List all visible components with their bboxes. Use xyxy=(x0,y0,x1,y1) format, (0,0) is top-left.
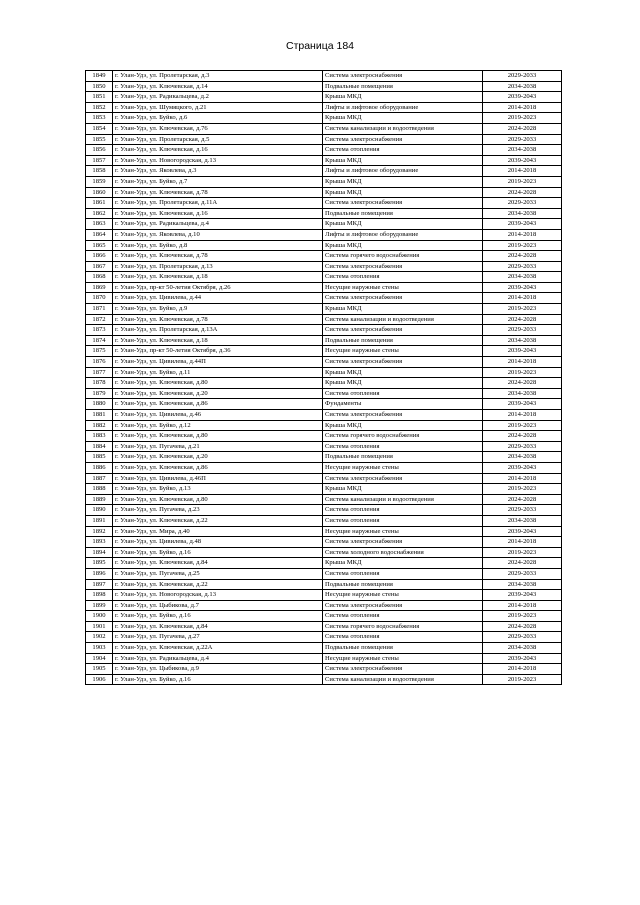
address-cell: г. Улан-Удэ, ул. Радикальцева, д.4 xyxy=(113,219,323,230)
table-row xyxy=(86,71,562,82)
row-number-cell: 1900 xyxy=(86,611,113,622)
row-number-cell: 1904 xyxy=(86,653,113,664)
address-cell: г. Улан-Удэ, ул. Буйко, д.9 xyxy=(113,304,323,315)
row-number-cell: 1872 xyxy=(86,314,113,325)
period-cell: 2024-2028 xyxy=(483,431,562,442)
row-number-cell: 1857 xyxy=(86,155,113,166)
table-row xyxy=(86,219,562,230)
address-cell: г. Улан-Удэ, ул. Цивилева, д.48 xyxy=(113,537,323,548)
table-row xyxy=(86,494,562,505)
row-number-cell: 1861 xyxy=(86,198,113,209)
period-cell: 2014-2018 xyxy=(483,664,562,675)
address-cell: г. Улан-Удэ, ул. Буйко, д.16 xyxy=(113,547,323,558)
period-cell: 2019-2023 xyxy=(483,484,562,495)
row-number-cell: 1853 xyxy=(86,113,113,124)
period-cell: 2024-2028 xyxy=(483,621,562,632)
address-cell: г. Улан-Удэ, ул. Ключевская, д.18 xyxy=(113,335,323,346)
row-number-cell: 1896 xyxy=(86,568,113,579)
repair-schedule-table xyxy=(85,70,562,685)
period-cell: 2034-2038 xyxy=(483,272,562,283)
address-cell: г. Улан-Удэ, ул. Буйко, д.16 xyxy=(113,611,323,622)
row-number-cell: 1864 xyxy=(86,229,113,240)
address-cell: г. Улан-Удэ, ул. Ключевская, д.20 xyxy=(113,452,323,463)
row-number-cell: 1881 xyxy=(86,410,113,421)
period-cell: 2019-2023 xyxy=(483,367,562,378)
address-cell: г. Улан-Удэ, ул. Буйко, д.7 xyxy=(113,176,323,187)
address-cell: г. Улан-Удэ, ул. Яковлева, д.10 xyxy=(113,229,323,240)
work-type-cell: Подвальные помещения xyxy=(323,643,483,654)
address-cell: г. Улан-Удэ, ул. Ключевская, д.78 xyxy=(113,314,323,325)
work-type-cell: Подвальные помещения xyxy=(323,452,483,463)
work-type-cell: Крыша МКД xyxy=(323,484,483,495)
row-number-cell: 1889 xyxy=(86,494,113,505)
work-type-cell: Лифты и лифтовое оборудование xyxy=(323,102,483,113)
row-number-cell: 1867 xyxy=(86,261,113,272)
period-cell: 2029-2033 xyxy=(483,632,562,643)
work-type-cell: Система отопления xyxy=(323,441,483,452)
work-type-cell: Подвальные помещения xyxy=(323,208,483,219)
work-type-cell: Фундаменты xyxy=(323,399,483,410)
address-cell: г. Улан-Удэ, ул. Буйко, д.12 xyxy=(113,420,323,431)
row-number-cell: 1851 xyxy=(86,92,113,103)
period-cell: 2034-2038 xyxy=(483,208,562,219)
address-cell: г. Улан-Удэ, ул. Буйко, д.8 xyxy=(113,240,323,251)
period-cell: 2039-2043 xyxy=(483,219,562,230)
row-number-cell: 1902 xyxy=(86,632,113,643)
work-type-cell: Система электроснабжения xyxy=(323,325,483,336)
table-row xyxy=(86,558,562,569)
work-type-cell: Система отопления xyxy=(323,568,483,579)
row-number-cell: 1891 xyxy=(86,515,113,526)
address-cell: г. Улан-Удэ, ул. Шумяцкого, д.21 xyxy=(113,102,323,113)
row-number-cell: 1862 xyxy=(86,208,113,219)
table-row xyxy=(86,113,562,124)
address-cell: г. Улан-Удэ, ул. Ключевская, д.22А xyxy=(113,643,323,654)
work-type-cell: Лифты и лифтовое оборудование xyxy=(323,166,483,177)
address-cell: г. Улан-Удэ, ул. Буйко, д.16 xyxy=(113,674,323,685)
work-type-cell: Система электроснабжения xyxy=(323,261,483,272)
work-type-cell: Подвальные помещения xyxy=(323,81,483,92)
table-row xyxy=(86,473,562,484)
period-cell: 2024-2028 xyxy=(483,187,562,198)
table-row xyxy=(86,462,562,473)
work-type-cell: Система горячего водоснабжения xyxy=(323,621,483,632)
address-cell: г. Улан-Удэ, ул. Буйко, д.6 xyxy=(113,113,323,124)
work-type-cell: Крыша МКД xyxy=(323,558,483,569)
work-type-cell: Система электроснабжения xyxy=(323,134,483,145)
table-row xyxy=(86,123,562,134)
work-type-cell: Несущие наружные стены xyxy=(323,590,483,601)
table-row xyxy=(86,579,562,590)
table-row xyxy=(86,145,562,156)
row-number-cell: 1875 xyxy=(86,346,113,357)
table-row xyxy=(86,484,562,495)
period-cell: 2014-2018 xyxy=(483,229,562,240)
table-row xyxy=(86,240,562,251)
address-cell: г. Улан-Удэ, ул. Пугачева, д.21 xyxy=(113,441,323,452)
table-row xyxy=(86,134,562,145)
row-number-cell: 1885 xyxy=(86,452,113,463)
address-cell: г. Улан-Удэ, ул. Пролетарская, д.3 xyxy=(113,71,323,82)
work-type-cell: Система отопления xyxy=(323,145,483,156)
address-cell: г. Улан-Удэ, ул. Ключевская, д.14 xyxy=(113,81,323,92)
row-number-cell: 1866 xyxy=(86,251,113,262)
work-type-cell: Несущие наружные стены xyxy=(323,346,483,357)
table-row xyxy=(86,664,562,675)
address-cell: г. Улан-Удэ, ул. Ключевская, д.22 xyxy=(113,515,323,526)
address-cell: г. Улан-Удэ, ул. Ключевская, д.18 xyxy=(113,272,323,283)
table-row xyxy=(86,102,562,113)
address-cell: г. Улан-Удэ, пр-кт 50-летия Октября, д.26 xyxy=(113,282,323,293)
table-row xyxy=(86,335,562,346)
period-cell: 2029-2033 xyxy=(483,441,562,452)
work-type-cell: Крыша МКД xyxy=(323,219,483,230)
address-cell: г. Улан-Удэ, ул. Ключевская, д.80 xyxy=(113,431,323,442)
row-number-cell: 1878 xyxy=(86,378,113,389)
row-number-cell: 1876 xyxy=(86,357,113,368)
table-row xyxy=(86,367,562,378)
work-type-cell: Система электроснабжения xyxy=(323,600,483,611)
row-number-cell: 1893 xyxy=(86,537,113,548)
row-number-cell: 1901 xyxy=(86,621,113,632)
table-row xyxy=(86,441,562,452)
row-number-cell: 1882 xyxy=(86,420,113,431)
period-cell: 2019-2023 xyxy=(483,547,562,558)
table-row xyxy=(86,208,562,219)
table-row xyxy=(86,198,562,209)
work-type-cell: Система электроснабжения xyxy=(323,71,483,82)
table-row xyxy=(86,611,562,622)
address-cell: г. Улан-Удэ, ул. Цыбикова, д.7 xyxy=(113,600,323,611)
row-number-cell: 1883 xyxy=(86,431,113,442)
table-row xyxy=(86,251,562,262)
work-type-cell: Система канализации и водоотведения xyxy=(323,494,483,505)
period-cell: 2014-2018 xyxy=(483,166,562,177)
row-number-cell: 1850 xyxy=(86,81,113,92)
table-row xyxy=(86,272,562,283)
work-type-cell: Подвальные помещения xyxy=(323,579,483,590)
row-number-cell: 1858 xyxy=(86,166,113,177)
table-row xyxy=(86,452,562,463)
table-row xyxy=(86,674,562,685)
period-cell: 2019-2023 xyxy=(483,113,562,124)
period-cell: 2014-2018 xyxy=(483,357,562,368)
work-type-cell: Крыша МКД xyxy=(323,176,483,187)
row-number-cell: 1871 xyxy=(86,304,113,315)
work-type-cell: Лифты и лифтовое оборудование xyxy=(323,229,483,240)
address-cell: г. Улан-Удэ, ул. Пугачева, д.25 xyxy=(113,568,323,579)
work-type-cell: Система электроснабжения xyxy=(323,198,483,209)
period-cell: 2039-2043 xyxy=(483,155,562,166)
work-type-cell: Крыша МКД xyxy=(323,367,483,378)
table-row xyxy=(86,410,562,421)
row-number-cell: 1894 xyxy=(86,547,113,558)
work-type-cell: Система электроснабжения xyxy=(323,357,483,368)
period-cell: 2034-2038 xyxy=(483,81,562,92)
address-cell: г. Улан-Удэ, ул. Ключевская, д.76 xyxy=(113,123,323,134)
row-number-cell: 1854 xyxy=(86,123,113,134)
period-cell: 2014-2018 xyxy=(483,410,562,421)
period-cell: 2024-2028 xyxy=(483,558,562,569)
period-cell: 2029-2033 xyxy=(483,325,562,336)
row-number-cell: 1874 xyxy=(86,335,113,346)
period-cell: 2039-2043 xyxy=(483,653,562,664)
address-cell: г. Улан-Удэ, ул. Ключевская, д.16 xyxy=(113,145,323,156)
row-number-cell: 1880 xyxy=(86,399,113,410)
work-type-cell: Система отопления xyxy=(323,611,483,622)
address-cell: г. Улан-Удэ, ул. Пролетарская, д.11А xyxy=(113,198,323,209)
address-cell: г. Улан-Удэ, ул. Новогородская, д.13 xyxy=(113,155,323,166)
table-row xyxy=(86,293,562,304)
period-cell: 2029-2033 xyxy=(483,261,562,272)
address-cell: г. Улан-Удэ, ул. Ключевская, д.86 xyxy=(113,399,323,410)
period-cell: 2029-2033 xyxy=(483,198,562,209)
address-cell: г. Улан-Удэ, ул. Ключевская, д.16 xyxy=(113,208,323,219)
work-type-cell: Система холодного водоснабжения xyxy=(323,547,483,558)
period-cell: 2034-2038 xyxy=(483,579,562,590)
table-row xyxy=(86,176,562,187)
row-number-cell: 1865 xyxy=(86,240,113,251)
row-number-cell: 1860 xyxy=(86,187,113,198)
row-number-cell: 1869 xyxy=(86,282,113,293)
period-cell: 2039-2043 xyxy=(483,399,562,410)
address-cell: г. Улан-Удэ, ул. Ключевская, д.84 xyxy=(113,621,323,632)
work-type-cell: Крыша МКД xyxy=(323,378,483,389)
table-row xyxy=(86,643,562,654)
work-type-cell: Подвальные помещения xyxy=(323,335,483,346)
table-row xyxy=(86,632,562,643)
address-cell: г. Улан-Удэ, ул. Цыбикова, д.9 xyxy=(113,664,323,675)
period-cell: 2024-2028 xyxy=(483,494,562,505)
work-type-cell: Система электроснабжения xyxy=(323,410,483,421)
work-type-cell: Крыша МКД xyxy=(323,420,483,431)
table-row xyxy=(86,346,562,357)
address-cell: г. Улан-Удэ, ул. Ключевская, д.80 xyxy=(113,494,323,505)
table-row xyxy=(86,304,562,315)
period-cell: 2034-2038 xyxy=(483,335,562,346)
work-type-cell: Система отопления xyxy=(323,515,483,526)
period-cell: 2019-2023 xyxy=(483,674,562,685)
period-cell: 2014-2018 xyxy=(483,293,562,304)
address-cell: г. Улан-Удэ, ул. Цивилева, д.44 xyxy=(113,293,323,304)
work-type-cell: Система отопления xyxy=(323,272,483,283)
period-cell: 2029-2033 xyxy=(483,568,562,579)
work-type-cell: Система горячего водоснабжения xyxy=(323,251,483,262)
address-cell: г. Улан-Удэ, ул. Ключевская, д.80 xyxy=(113,378,323,389)
row-number-cell: 1849 xyxy=(86,71,113,82)
address-cell: г. Улан-Удэ, ул. Буйко, д.13 xyxy=(113,484,323,495)
period-cell: 2019-2023 xyxy=(483,420,562,431)
table-row xyxy=(86,378,562,389)
table-row xyxy=(86,92,562,103)
work-type-cell: Система канализации и водоотведения xyxy=(323,314,483,325)
work-type-cell: Крыша МКД xyxy=(323,113,483,124)
address-cell: г. Улан-Удэ, ул. Радикальцева, д.4 xyxy=(113,653,323,664)
work-type-cell: Система электроснабжения xyxy=(323,293,483,304)
row-number-cell: 1905 xyxy=(86,664,113,675)
period-cell: 2034-2038 xyxy=(483,145,562,156)
row-number-cell: 1892 xyxy=(86,526,113,537)
address-cell: г. Улан-Удэ, ул. Ключевская, д.22 xyxy=(113,579,323,590)
address-cell: г. Улан-Удэ, ул. Пролетарская, д.13 xyxy=(113,261,323,272)
address-cell: г. Улан-Удэ, ул. Ключевская, д.20 xyxy=(113,388,323,399)
row-number-cell: 1890 xyxy=(86,505,113,516)
address-cell: г. Улан-Удэ, ул. Новогородская, д.13 xyxy=(113,590,323,601)
period-cell: 2029-2033 xyxy=(483,505,562,516)
work-type-cell: Система электроснабжения xyxy=(323,537,483,548)
row-number-cell: 1895 xyxy=(86,558,113,569)
period-cell: 2019-2023 xyxy=(483,304,562,315)
work-type-cell: Несущие наружные стены xyxy=(323,526,483,537)
table-row xyxy=(86,505,562,516)
row-number-cell: 1899 xyxy=(86,600,113,611)
address-cell: г. Улан-Удэ, ул. Пролетарская, д.13А xyxy=(113,325,323,336)
address-cell: г. Улан-Удэ, ул. Цивилева, д.46П xyxy=(113,473,323,484)
work-type-cell: Несущие наружные стены xyxy=(323,282,483,293)
table-row xyxy=(86,81,562,92)
table-row xyxy=(86,325,562,336)
address-cell: г. Улан-Удэ, ул. Цивилева, д.46 xyxy=(113,410,323,421)
address-cell: г. Улан-Удэ, пр-кт 50-летия Октября, д.36 xyxy=(113,346,323,357)
table-row xyxy=(86,621,562,632)
period-cell: 2014-2018 xyxy=(483,600,562,611)
table-row xyxy=(86,229,562,240)
row-number-cell: 1898 xyxy=(86,590,113,601)
row-number-cell: 1906 xyxy=(86,674,113,685)
row-number-cell: 1903 xyxy=(86,643,113,654)
period-cell: 2039-2043 xyxy=(483,462,562,473)
period-cell: 2034-2038 xyxy=(483,388,562,399)
table-row xyxy=(86,653,562,664)
work-type-cell: Система электроснабжения xyxy=(323,473,483,484)
period-cell: 2039-2043 xyxy=(483,590,562,601)
work-type-cell: Несущие наружные стены xyxy=(323,462,483,473)
row-number-cell: 1863 xyxy=(86,219,113,230)
period-cell: 2024-2028 xyxy=(483,314,562,325)
table-row xyxy=(86,388,562,399)
work-type-cell: Система канализации и водоотведения xyxy=(323,123,483,134)
period-cell: 2029-2033 xyxy=(483,134,562,145)
table-row xyxy=(86,314,562,325)
period-cell: 2024-2028 xyxy=(483,123,562,134)
row-number-cell: 1859 xyxy=(86,176,113,187)
period-cell: 2039-2043 xyxy=(483,346,562,357)
table-row xyxy=(86,155,562,166)
period-cell: 2019-2023 xyxy=(483,611,562,622)
table-row xyxy=(86,547,562,558)
row-number-cell: 1887 xyxy=(86,473,113,484)
table-row xyxy=(86,357,562,368)
row-number-cell: 1897 xyxy=(86,579,113,590)
address-cell: г. Улан-Удэ, ул. Пугачева, д.23 xyxy=(113,505,323,516)
period-cell: 2014-2018 xyxy=(483,102,562,113)
period-cell: 2029-2033 xyxy=(483,71,562,82)
address-cell: г. Улан-Удэ, ул. Цивилева, д.44П xyxy=(113,357,323,368)
row-number-cell: 1855 xyxy=(86,134,113,145)
period-cell: 2039-2043 xyxy=(483,526,562,537)
row-number-cell: 1873 xyxy=(86,325,113,336)
period-cell: 2034-2038 xyxy=(483,452,562,463)
table-row xyxy=(86,515,562,526)
period-cell: 2034-2038 xyxy=(483,643,562,654)
table-row xyxy=(86,568,562,579)
row-number-cell: 1868 xyxy=(86,272,113,283)
address-cell: г. Улан-Удэ, ул. Ключевская, д.78 xyxy=(113,251,323,262)
period-cell: 2024-2028 xyxy=(483,251,562,262)
work-type-cell: Система отопления xyxy=(323,632,483,643)
work-type-cell: Крыша МКД xyxy=(323,92,483,103)
row-number-cell: 1884 xyxy=(86,441,113,452)
period-cell: 2039-2043 xyxy=(483,92,562,103)
table-row xyxy=(86,537,562,548)
row-number-cell: 1877 xyxy=(86,367,113,378)
work-type-cell: Система горячего водоснабжения xyxy=(323,431,483,442)
work-type-cell: Несущие наружные стены xyxy=(323,653,483,664)
page-number-header: Страница 184 xyxy=(285,40,355,52)
period-cell: 2034-2038 xyxy=(483,515,562,526)
address-cell: г. Улан-Удэ, ул. Буйко, д.11 xyxy=(113,367,323,378)
period-cell: 2014-2018 xyxy=(483,473,562,484)
period-cell: 2039-2043 xyxy=(483,282,562,293)
period-cell: 2019-2023 xyxy=(483,176,562,187)
address-cell: г. Улан-Удэ, ул. Ключевская, д.86 xyxy=(113,462,323,473)
work-type-cell: Крыша МКД xyxy=(323,155,483,166)
work-type-cell: Система канализации и водоотведения xyxy=(323,674,483,685)
row-number-cell: 1856 xyxy=(86,145,113,156)
address-cell: г. Улан-Удэ, ул. Пролетарская, д.5 xyxy=(113,134,323,145)
period-cell: 2019-2023 xyxy=(483,240,562,251)
address-cell: г. Улан-Удэ, ул. Ключевская, д.84 xyxy=(113,558,323,569)
work-type-cell: Крыша МКД xyxy=(323,240,483,251)
address-cell: г. Улан-Удэ, ул. Яковлева, д.3 xyxy=(113,166,323,177)
work-type-cell: Система отопления xyxy=(323,505,483,516)
work-type-cell: Система электроснабжения xyxy=(323,664,483,675)
period-cell: 2014-2018 xyxy=(483,537,562,548)
table-row xyxy=(86,261,562,272)
table-row xyxy=(86,431,562,442)
address-cell: г. Улан-Удэ, ул. Ключевская, д.78 xyxy=(113,187,323,198)
row-number-cell: 1888 xyxy=(86,484,113,495)
table-row xyxy=(86,600,562,611)
table-row xyxy=(86,590,562,601)
table-row xyxy=(86,282,562,293)
row-number-cell: 1879 xyxy=(86,388,113,399)
table-row xyxy=(86,399,562,410)
table-row xyxy=(86,187,562,198)
work-type-cell: Крыша МКД xyxy=(323,304,483,315)
address-cell: г. Улан-Удэ, ул. Пугачева, д.27 xyxy=(113,632,323,643)
address-cell: г. Улан-Удэ, ул. Мира, д.40 xyxy=(113,526,323,537)
table-row xyxy=(86,526,562,537)
work-type-cell: Крыша МКД xyxy=(323,187,483,198)
period-cell: 2024-2028 xyxy=(483,378,562,389)
row-number-cell: 1852 xyxy=(86,102,113,113)
table-body xyxy=(86,71,562,685)
row-number-cell: 1870 xyxy=(86,293,113,304)
table-row xyxy=(86,166,562,177)
work-type-cell: Система отопления xyxy=(323,388,483,399)
table-row xyxy=(86,420,562,431)
row-number-cell: 1886 xyxy=(86,462,113,473)
address-cell: г. Улан-Удэ, ул. Радикальцева, д.2 xyxy=(113,92,323,103)
